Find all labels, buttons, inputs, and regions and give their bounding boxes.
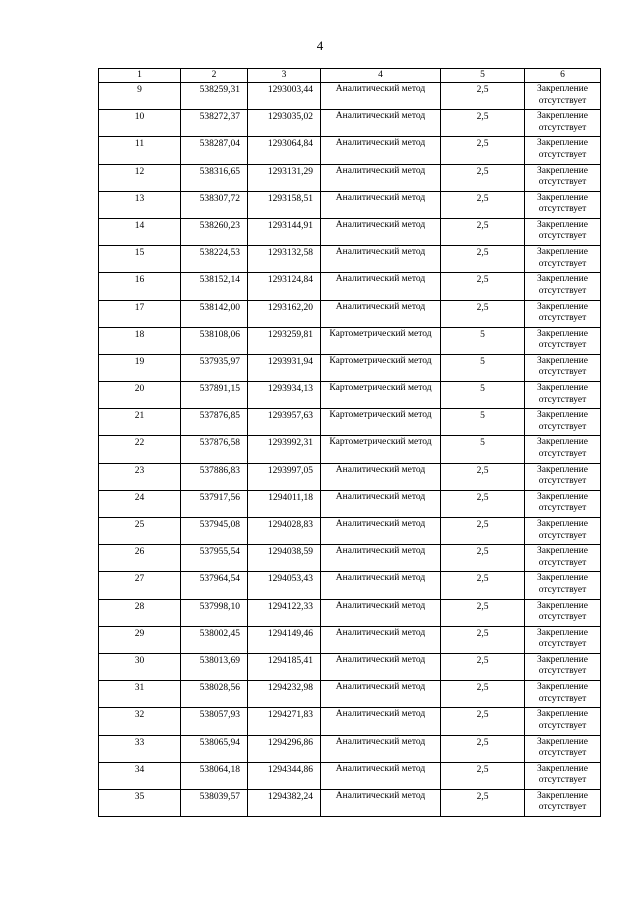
table-row [99,273,601,300]
x-coordinate-cell: 537935,97 [181,354,248,381]
y-coordinate-cell: 1293162,20 [248,300,321,327]
point-number-cell: 13 [99,191,181,218]
point-number-cell: 10 [99,110,181,137]
method-cell: Картометрический метод [321,327,441,354]
point-number-cell: 21 [99,409,181,436]
y-coordinate-cell: 1294011,18 [248,490,321,517]
method-cell: Аналитический метод [321,246,441,273]
page-number: 4 [316,38,324,53]
point-number-cell: 24 [99,490,181,517]
fixing-cell: Закрепление отсутствует [525,653,601,680]
accuracy-cell: 2,5 [441,789,525,816]
x-coordinate-cell: 538287,04 [181,137,248,164]
fixing-cell: Закрепление отсутствует [525,735,601,762]
point-number-cell: 15 [99,246,181,273]
fixing-cell: Закрепление отсутствует [525,273,601,300]
method-cell: Аналитический метод [321,463,441,490]
method-cell: Картометрический метод [321,436,441,463]
x-coordinate-cell: 538013,69 [181,653,248,680]
method-cell: Аналитический метод [321,789,441,816]
table-row [99,246,601,273]
accuracy-cell: 2,5 [441,708,525,735]
accuracy-cell: 5 [441,327,525,354]
accuracy-cell: 2,5 [441,518,525,545]
fixing-cell: Закрепление отсутствует [525,354,601,381]
fixing-cell: Закрепление отсутствует [525,599,601,626]
point-number-cell: 27 [99,572,181,599]
point-number-cell: 28 [99,599,181,626]
y-coordinate-cell: 1294232,98 [248,681,321,708]
header-cell-4: 4 [321,69,441,83]
accuracy-cell: 2,5 [441,681,525,708]
method-cell: Картометрический метод [321,354,441,381]
method-cell: Аналитический метод [321,681,441,708]
fixing-cell: Закрепление отсутствует [525,789,601,816]
y-coordinate-cell: 1293259,81 [248,327,321,354]
x-coordinate-cell: 538028,56 [181,681,248,708]
method-cell: Аналитический метод [321,518,441,545]
y-coordinate-cell: 1293003,44 [248,83,321,110]
point-number-cell: 9 [99,83,181,110]
method-cell: Аналитический метод [321,626,441,653]
x-coordinate-cell: 538259,31 [181,83,248,110]
header-cell-6: 6 [525,69,601,83]
fixing-cell: Закрепление отсутствует [525,137,601,164]
fixing-cell: Закрепление отсутствует [525,545,601,572]
fixing-cell: Закрепление отсутствует [525,246,601,273]
point-number-cell: 30 [99,653,181,680]
table-row [99,518,601,545]
y-coordinate-cell: 1294038,59 [248,545,321,572]
header-cell-5: 5 [441,69,525,83]
point-number-cell: 22 [99,436,181,463]
point-number-cell: 19 [99,354,181,381]
fixing-cell: Закрепление отсутствует [525,572,601,599]
y-coordinate-cell: 1293064,84 [248,137,321,164]
y-coordinate-cell: 1294271,83 [248,708,321,735]
y-coordinate-cell: 1293158,51 [248,191,321,218]
method-cell: Картометрический метод [321,382,441,409]
x-coordinate-cell: 538108,06 [181,327,248,354]
fixing-cell: Закрепление отсутствует [525,708,601,735]
table-row [99,137,601,164]
accuracy-cell: 2,5 [441,137,525,164]
y-coordinate-cell: 1293992,31 [248,436,321,463]
fixing-cell: Закрепление отсутствует [525,164,601,191]
x-coordinate-cell: 537886,83 [181,463,248,490]
table-row [99,382,601,409]
accuracy-cell: 2,5 [441,273,525,300]
table-row [99,164,601,191]
accuracy-cell: 2,5 [441,599,525,626]
y-coordinate-cell: 1294382,24 [248,789,321,816]
table-row [99,110,601,137]
table-row [99,490,601,517]
x-coordinate-cell: 538039,57 [181,789,248,816]
accuracy-cell: 2,5 [441,762,525,789]
x-coordinate-cell: 537955,54 [181,545,248,572]
accuracy-cell: 2,5 [441,164,525,191]
x-coordinate-cell: 538152,14 [181,273,248,300]
y-coordinate-cell: 1294028,83 [248,518,321,545]
table-row [99,653,601,680]
accuracy-cell: 2,5 [441,83,525,110]
fixing-cell: Закрепление отсутствует [525,409,601,436]
y-coordinate-cell: 1294344,86 [248,762,321,789]
method-cell: Аналитический метод [321,300,441,327]
method-cell: Аналитический метод [321,164,441,191]
accuracy-cell: 2,5 [441,191,525,218]
accuracy-cell: 2,5 [441,300,525,327]
point-number-cell: 35 [99,789,181,816]
y-coordinate-cell: 1293957,63 [248,409,321,436]
method-cell: Аналитический метод [321,653,441,680]
x-coordinate-cell: 538064,18 [181,762,248,789]
table-row [99,599,601,626]
y-coordinate-cell: 1294053,43 [248,572,321,599]
point-number-cell: 12 [99,164,181,191]
accuracy-cell: 2,5 [441,626,525,653]
header-row [99,69,601,83]
accuracy-cell: 2,5 [441,490,525,517]
x-coordinate-cell: 538065,94 [181,735,248,762]
method-cell: Аналитический метод [321,137,441,164]
x-coordinate-cell: 538316,65 [181,164,248,191]
x-coordinate-cell: 537876,85 [181,409,248,436]
header-cell-2: 2 [181,69,248,83]
point-number-cell: 23 [99,463,181,490]
y-coordinate-cell: 1293931,94 [248,354,321,381]
method-cell: Аналитический метод [321,218,441,245]
table-row [99,626,601,653]
x-coordinate-cell: 538002,45 [181,626,248,653]
table-row [99,436,601,463]
accuracy-cell: 2,5 [441,653,525,680]
fixing-cell: Закрепление отсутствует [525,327,601,354]
table-row [99,545,601,572]
method-cell: Картометрический метод [321,409,441,436]
point-number-cell: 34 [99,762,181,789]
header-cell-1: 1 [99,69,181,83]
fixing-cell: Закрепление отсутствует [525,490,601,517]
accuracy-cell: 2,5 [441,572,525,599]
point-number-cell: 18 [99,327,181,354]
accuracy-cell: 5 [441,409,525,436]
x-coordinate-cell: 538307,72 [181,191,248,218]
x-coordinate-cell: 538272,37 [181,110,248,137]
x-coordinate-cell: 538057,93 [181,708,248,735]
x-coordinate-cell: 538142,00 [181,300,248,327]
point-number-cell: 11 [99,137,181,164]
table-body [99,83,601,817]
table-row [99,735,601,762]
point-number-cell: 26 [99,545,181,572]
y-coordinate-cell: 1293132,58 [248,246,321,273]
method-cell: Аналитический метод [321,273,441,300]
fixing-cell: Закрепление отсутствует [525,626,601,653]
x-coordinate-cell: 538260,23 [181,218,248,245]
fixing-cell: Закрепление отсутствует [525,463,601,490]
x-coordinate-cell: 537876,58 [181,436,248,463]
fixing-cell: Закрепление отсутствует [525,681,601,708]
method-cell: Аналитический метод [321,708,441,735]
table-row [99,463,601,490]
method-cell: Аналитический метод [321,110,441,137]
accuracy-cell: 2,5 [441,735,525,762]
x-coordinate-cell: 537891,15 [181,382,248,409]
y-coordinate-cell: 1293997,05 [248,463,321,490]
y-coordinate-cell: 1294122,33 [248,599,321,626]
table-row [99,572,601,599]
table-row [99,300,601,327]
point-number-cell: 31 [99,681,181,708]
fixing-cell: Закрепление отсутствует [525,300,601,327]
fixing-cell: Закрепление отсутствует [525,110,601,137]
coordinates-table [98,68,601,817]
accuracy-cell: 2,5 [441,110,525,137]
table-row [99,191,601,218]
fixing-cell: Закрепление отсутствует [525,83,601,110]
accuracy-cell: 2,5 [441,218,525,245]
point-number-cell: 20 [99,382,181,409]
table-row [99,83,601,110]
point-number-cell: 32 [99,708,181,735]
y-coordinate-cell: 1293124,84 [248,273,321,300]
accuracy-cell: 5 [441,382,525,409]
fixing-cell: Закрепление отсутствует [525,436,601,463]
y-coordinate-cell: 1294149,46 [248,626,321,653]
method-cell: Аналитический метод [321,735,441,762]
accuracy-cell: 2,5 [441,463,525,490]
table-row [99,327,601,354]
header-cell-3: 3 [248,69,321,83]
fixing-cell: Закрепление отсутствует [525,518,601,545]
method-cell: Аналитический метод [321,191,441,218]
point-number-cell: 33 [99,735,181,762]
x-coordinate-cell: 537945,08 [181,518,248,545]
fixing-cell: Закрепление отсутствует [525,382,601,409]
method-cell: Аналитический метод [321,490,441,517]
fixing-cell: Закрепление отсутствует [525,218,601,245]
point-number-cell: 16 [99,273,181,300]
x-coordinate-cell: 538224,53 [181,246,248,273]
accuracy-cell: 2,5 [441,545,525,572]
accuracy-cell: 5 [441,354,525,381]
method-cell: Аналитический метод [321,545,441,572]
table-row [99,409,601,436]
method-cell: Аналитический метод [321,762,441,789]
x-coordinate-cell: 537964,54 [181,572,248,599]
table-row [99,681,601,708]
y-coordinate-cell: 1293131,29 [248,164,321,191]
fixing-cell: Закрепление отсутствует [525,191,601,218]
table-row [99,354,601,381]
method-cell: Аналитический метод [321,83,441,110]
table-row [99,218,601,245]
table-row [99,708,601,735]
point-number-cell: 29 [99,626,181,653]
accuracy-cell: 5 [441,436,525,463]
method-cell: Аналитический метод [321,572,441,599]
accuracy-cell: 2,5 [441,246,525,273]
y-coordinate-cell: 1293934,13 [248,382,321,409]
method-cell: Аналитический метод [321,599,441,626]
point-number-cell: 25 [99,518,181,545]
table-header [99,69,601,83]
table-row [99,789,601,816]
point-number-cell: 17 [99,300,181,327]
point-number-cell: 14 [99,218,181,245]
x-coordinate-cell: 537998,10 [181,599,248,626]
x-coordinate-cell: 537917,56 [181,490,248,517]
fixing-cell: Закрепление отсутствует [525,762,601,789]
y-coordinate-cell: 1293035,02 [248,110,321,137]
table-row [99,762,601,789]
y-coordinate-cell: 1293144,91 [248,218,321,245]
y-coordinate-cell: 1294185,41 [248,653,321,680]
y-coordinate-cell: 1294296,86 [248,735,321,762]
